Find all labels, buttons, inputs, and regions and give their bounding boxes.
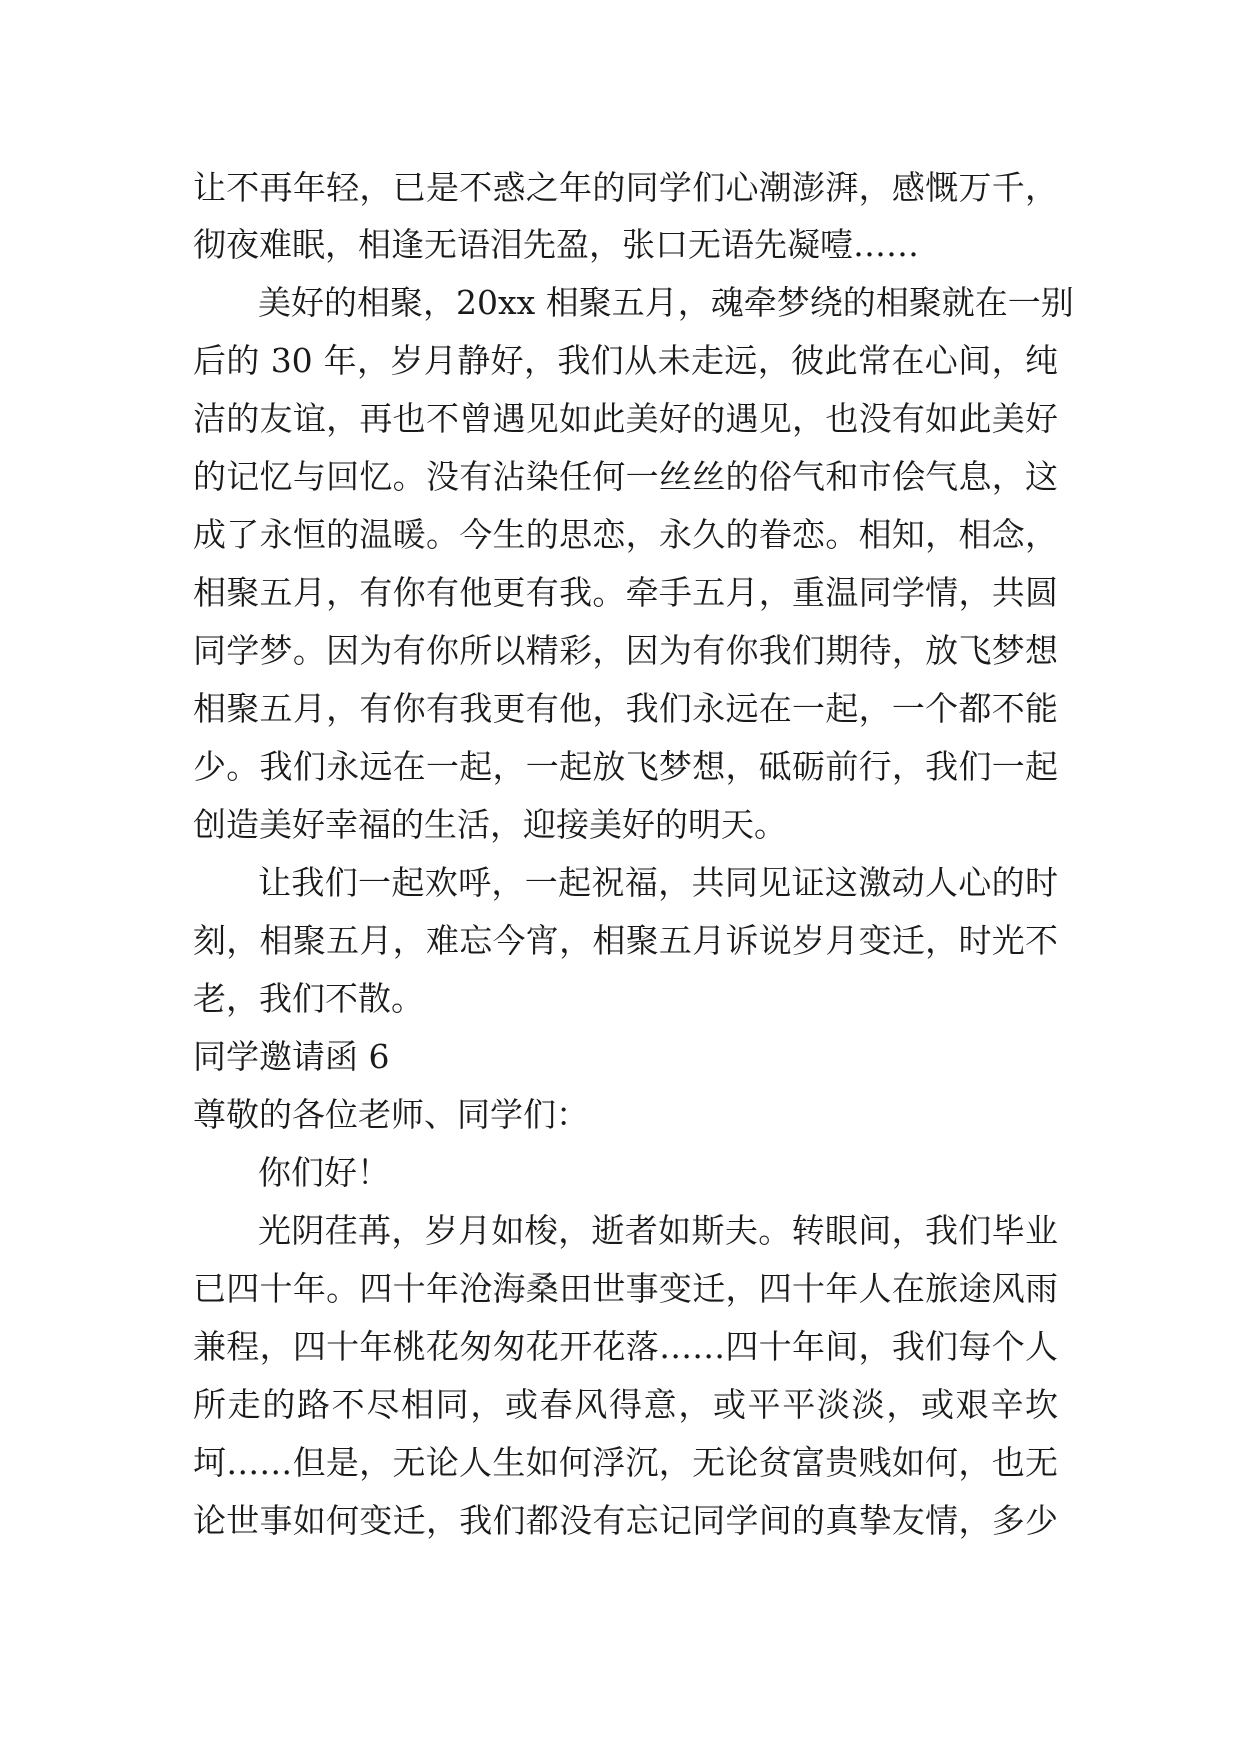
paragraph-line: 让我们一起欢呼，一起祝福，共同见证这激动人心的时	[258, 863, 1058, 902]
paragraph-line: 刻，相聚五月，难忘今宵，相聚五月诉说岁月变迁，时光不	[193, 921, 1058, 960]
paragraph-line: 成了永恒的温暖。今生的思恋，永久的眷恋。相知，相念，	[193, 515, 1058, 554]
paragraph-line: 坷……但是，无论人生如何浮沉，无论贫富贵贱如何，也无	[193, 1443, 1058, 1482]
paragraph-line: 同学梦。因为有你所以精彩，因为有你我们期待，放飞梦想	[193, 631, 1058, 670]
paragraph-line: 让不再年轻，已是不惑之年的同学们心潮澎湃，感慨万千，	[193, 168, 1058, 207]
greeting: 你们好！	[258, 1153, 390, 1192]
paragraph-line: 相聚五月，有你有他更有我。牵手五月，重温同学情，共圆	[193, 573, 1058, 612]
paragraph-line: 光阴荏苒，岁月如梭，逝者如斯夫。转眼间，我们毕业	[258, 1211, 1058, 1250]
paragraph-line: 彻夜难眠，相逢无语泪先盈，张口无语先凝噎……	[193, 225, 919, 264]
paragraph-line: 少。我们永远在一起，一起放飞梦想，砥砺前行，我们一起	[193, 747, 1058, 786]
paragraph-line: 已四十年。四十年沧海桑田世事变迁，四十年人在旅途风雨	[193, 1269, 1058, 1308]
section-heading: 同学邀请函 6	[193, 1037, 390, 1076]
paragraph-line: 兼程，四十年桃花匆匆花开花落……四十年间，我们每个人	[193, 1327, 1058, 1366]
paragraph-line: 洁的友谊，再也不曾遇见如此美好的遇见，也没有如此美好	[193, 399, 1058, 438]
paragraph-line: 老，我们不散。	[193, 979, 424, 1018]
paragraph-line: 美好的相聚，20xx 相聚五月，魂牵梦绕的相聚就在一别	[258, 283, 1074, 322]
paragraph-line: 论世事如何变迁，我们都没有忘记同学间的真挚友情，多少	[193, 1501, 1058, 1540]
paragraph-line: 所走的路不尽相同，或春风得意，或平平淡淡，或艰辛坎	[193, 1385, 1058, 1424]
paragraph-line: 后的 30 年，岁月静好，我们从未走远，彼此常在心间，纯	[193, 341, 1058, 380]
paragraph-line: 的记忆与回忆。没有沾染任何一丝丝的俗气和市侩气息，这	[193, 457, 1058, 496]
paragraph-line: 创造美好幸福的生活，迎接美好的明天。	[193, 805, 787, 844]
salutation: 尊敬的各位老师、同学们：	[193, 1095, 589, 1134]
paragraph-line: 相聚五月，有你有我更有他，我们永远在一起，一个都不能	[193, 689, 1058, 728]
